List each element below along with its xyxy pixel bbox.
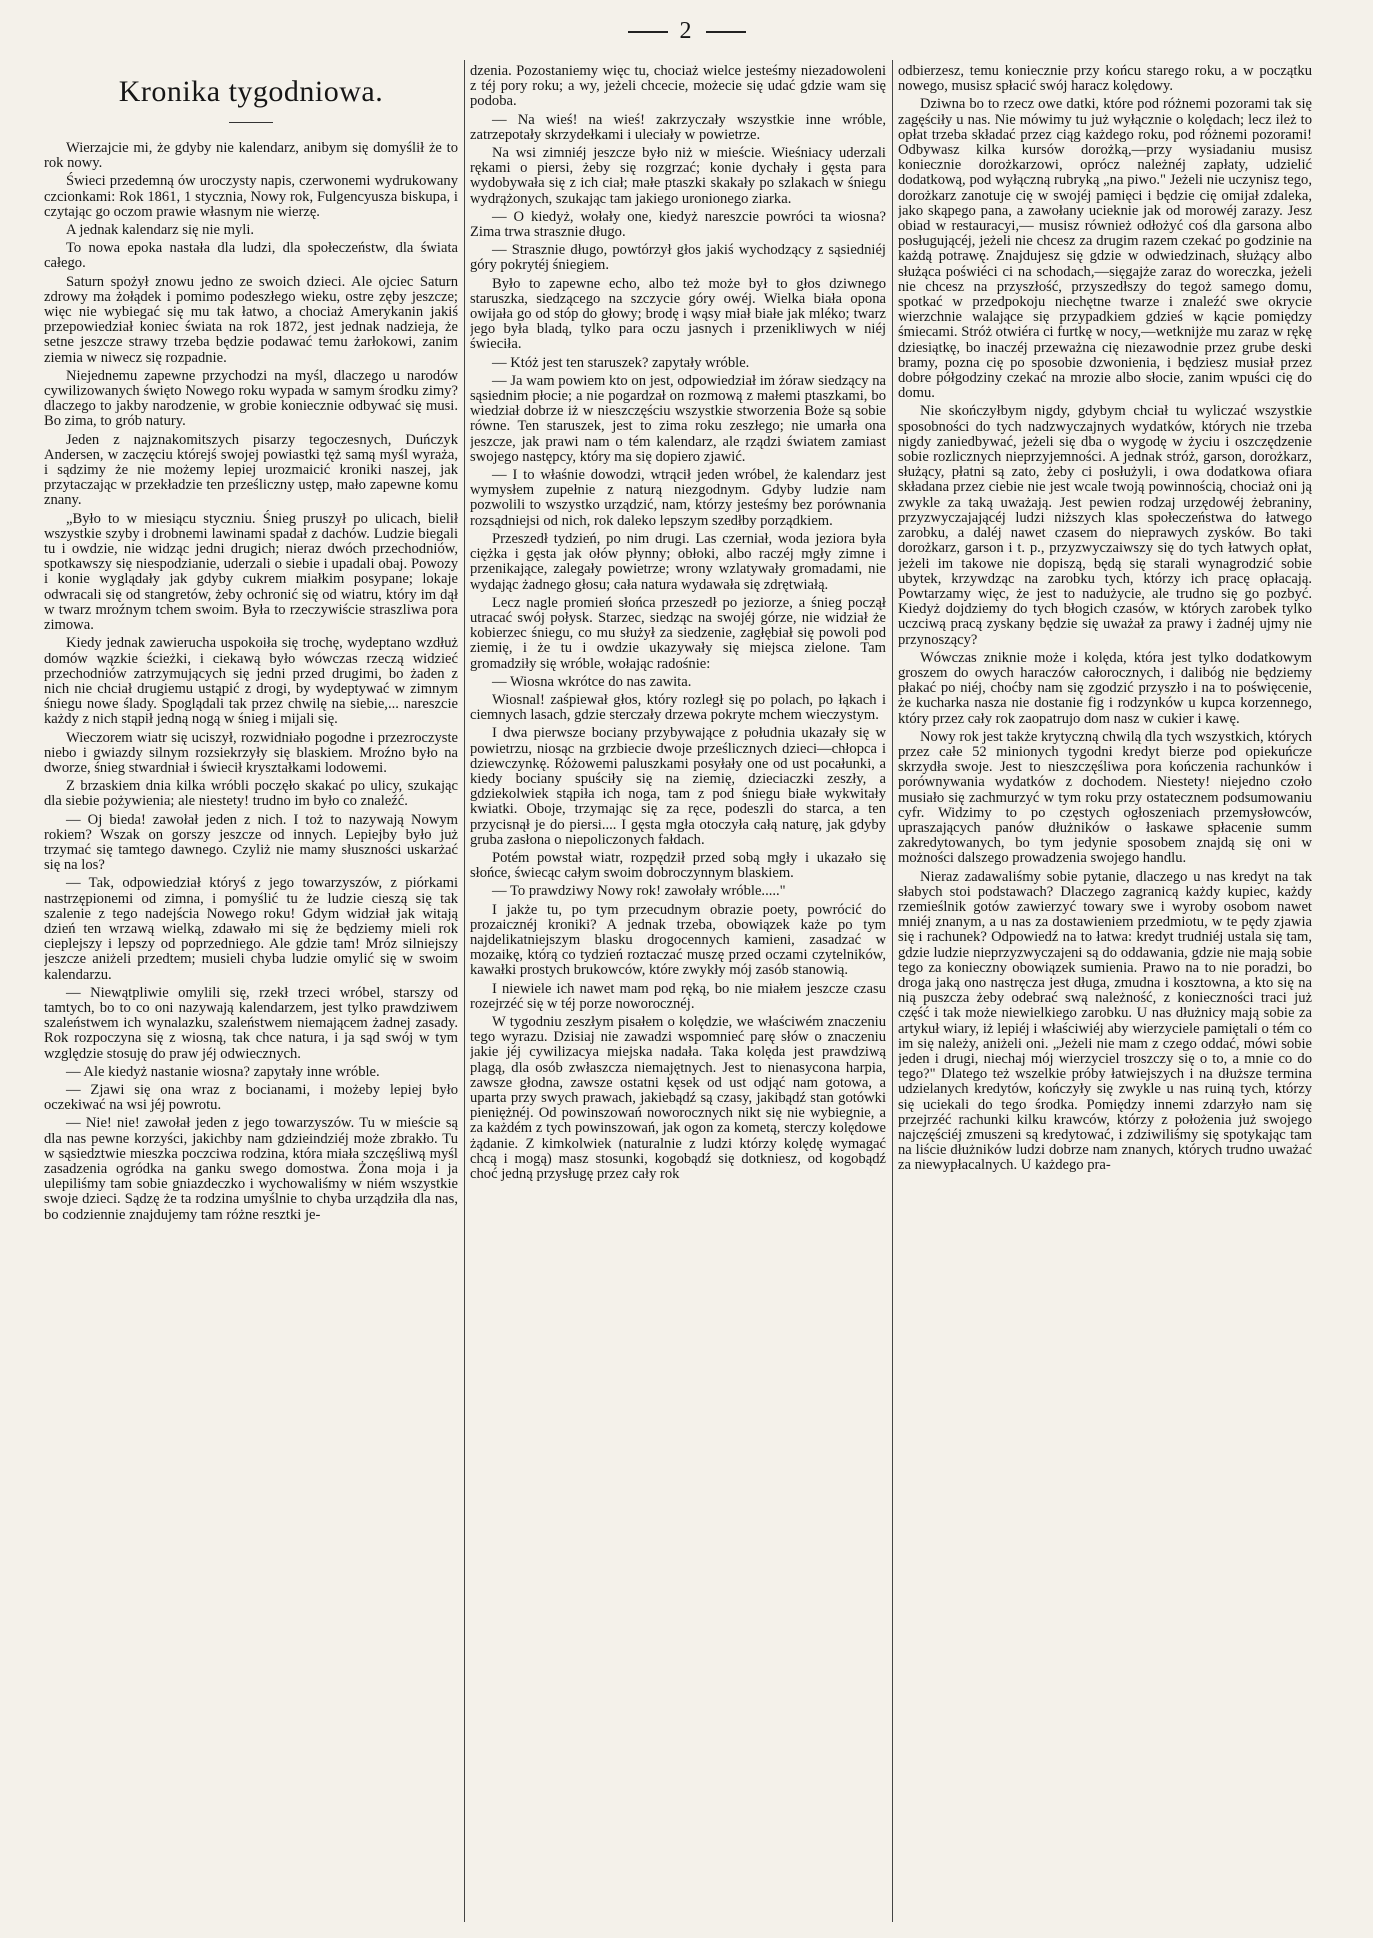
paragraph: — Któż jest ten staruszek? zapytały wróble. — [492, 354, 750, 371]
paragraph: Lecz nagle promień słońca przeszedł po jeziorze, a śnieg począł utracać swój połysk. Starzec, siedząc na swojéj górze, nie widział że kobierzec śniegu, co mu służył za siedzenie, zagłębiał się powoli pod ziemię, i że tu i owdzie ukazywały się miejsca zielone. Tam gromadziły się wróble, wołając radośnie: — [470, 594, 886, 672]
paragraph: Wówczas zniknie może i kolęda, która jest tylko dodatkowym groszem do owych haraczów całorocznych, i dalibóg nie będziemy płakać po niéj, choćby nam się zgodzić przyszło i na to poświęcenie, że kucharka nasza nie dostanie fig i rodzynków u kupca korzennego, który przez cały rok zaopatrujo dom nasz w cukier i kawę. — [898, 649, 1312, 727]
paragraph: — Oj bieda! zawołał jeden z nich. I toż to nazywają Nowym rokiem? Wszak on gorszy jeszcze od innych. Lepiejby było już trzymać się tamtego dawnego. Czyliż nie mamy słuszności uskarżać się na los? — [44, 811, 458, 874]
header-dash-right — [706, 31, 746, 33]
paragraph: — Niewątpliwie omylili się, rzekł trzeci wróbel, starszy od tamtych, bo to co oni nazywają kalendarzem, jest tylko prawdziwem szaleństwem ich wynalazku, szaleństwem niemającem żadnej zasady. Rok rozpoczyna się z wiosną, tak chce natura, i ja sąd swój w tym względzie stosuję do praw jéj odwiecznych. — [44, 984, 458, 1062]
paragraph: Na wsi zimniéj jeszcze było niż w mieście. Wieśniacy uderzali rękami o piersi, żeby się rozgrzać; konie dychały i gęsta para wydobywała się z ich ciał; małe ptaszki skakały po szlakach w śniegu wydrążonych, szukając tam jakiego uronionego ziarka. — [470, 145, 886, 207]
article-title: Kronika tygodniowa. — [118, 75, 384, 108]
paragraph: Wieczorem wiatr się uciszył, rozwidniało pogodne i przezroczyste niebo i gwiazdy silnym rozsiekrzyły się blaskiem. Mroźno było na dworze, śnieg stwardniał i świecił kryształkami lodowemi. — [44, 729, 458, 776]
paragraph: W tygodniu zeszłym pisałem o kolędzie, we właściwém znaczeniu tego wyrazu. Dzisiaj nie zawadzi wspomnieć parę słów o znaczeniu jakie jéj cywilizacya miejska nadała. Taka kolęda jest prawdziwą plagą, dla osób zwłaszcza niemajętnych. Jest to nienasycona harpia, zawsze głodna, zawsze ostatni kęsek od ust odjąć nam gotowa, a uparta przy swych prawach, jakiebądź są czasy, jakibądź stan gotówki pieniężnéj. Od powinszowań noworocznych nikt się nie wybiegnie, a za każdém z tych powinszowań, jak ogon za kometą, sterczy kolędowe żądanie. Z kimkolwiek (naturalnie z ludzi którzy kolędę wymagać chcą i mogą) masz stosunki, kogobądź się dotkniesz, od kogobądź choć jedną przysługę przez cały rok — [470, 1013, 886, 1183]
paragraph: — Nie! nie! zawołał jeden z jego towarzyszów. Tu w mieście są dla nas pewne korzyści, jakichby nam gdzieindziéj może zbrakło. Tu w sąsiedztwie mieszka poczciwa rodzina, która miała szczęśliwą myśl zasadzenia ogródka na ganku swego domostwa. Żona moja i ja ulepiliśmy tam sobie gniazdeczko i wychowaliśmy w niém wszystkie swoje dzieci. Sądzę że ta rodzina umyślnie to chyba urządziła dla nas, bo codziennie znajdujemy tam różne resztki je- — [44, 1115, 458, 1223]
paragraph: Nie skończyłbym nigdy, gdybym chciał tu wyliczać wszystkie sposobności do tych nadzwyczajnych wydatków, których nie trzeba nigdy zaniedbywać, jeżeli się dba o wygodę w życiu i oszczędzenie sobie rozlicznych nieprzyjemności. A jednak stróż, garson, dorożkarz, służący, płatni są zato, żeby ci posłużyli, i owa dodatkowa ofiara składana przez ciebie nie jest wcale twoją powinnością, chociaż oni ją zwykle za taką uważają. Jest pewien rodzaj urzędowéj żebraniny, przyzwyczajającéj ludzi niższych klas społeczeństwa do łatwego zarobku, a daléj nawet czasem do nieprawych zysków. Bo taki dorożkarz, garson i t. p., przyzwyczaiwszy się do tych łatwych opłat, jeżeli im takowe nie dopiszą, będą się starali wynagrodzić sobie ubytek, krzywdząc na zarobku tych, którzy ich pracę opłacają. Powtarzamy więc, że jest to nadużycie, ale trudno się go pozbyć. Kiedyż dojdziemy do tych błogich czasów, w których zarobek tylko uczciwą pracą zyskany będzie się uważał za prawy i żadnéj ujmy nie przynoszący? — [898, 403, 1312, 648]
paragraph: A jednak kalendarz się nie myli. — [66, 222, 255, 239]
paragraph: Potém powstał wiatr, rozpędził przed sobą mgły i ukazało się słońce, świecąc całym swoim dobroczynnym blaskiem. — [470, 849, 886, 882]
paragraph: Jeden z najznakomitszych pisarzy tegoczesnych, Duńczyk Andersen, w zaczęciu którejś swojej powiastki tęż samą myśl wyraża, i sądzimy że nie możemy lepiej urozmaicić kroniki naszej, jak przytaczając w przekładzie ten prześliczny ustęp, mało zapewne komu znany. — [44, 431, 458, 509]
paragraph: Niejednemu zapewne przychodzi na myśl, dlaczego u narodów cywilizowanych święto Nowego roku wypada w samym środku zimy? dlaczego to jakby narodzenie, w grobie koniecznie odbywać się musi. Bo zima, to grób natury. — [44, 367, 458, 430]
paragraph: — To prawdziwy Nowy rok! zawołały wróble....." — [492, 883, 786, 900]
paragraph: Z brzaskiem dnia kilka wróbli poczęło skakać po ulicy, szukając dla siebie pożywienia; ale niestety! trudno im było co znaleźć. — [44, 778, 458, 810]
header-dash-left — [628, 31, 668, 33]
column-rule-left — [464, 60, 465, 1922]
paragraph: — Zjawi się ona wraz z bocianami, i możeby lepiej było oczekiwać na wsi jéj powrotu. — [44, 1081, 458, 1114]
paragraph: Było to zapewne echo, albo też może był to głos dziwnego staruszka, siedzącego na szczycie góry owéj. Wielka biała opona owijała go od stóp do głowy; brodę i wąsy miał białe jak mléko; twarz jego była bladą, tylko para oczu jasnych i przenikliwych w niéj świeciła. — [470, 275, 886, 353]
paragraph: Wierzajcie mi, że gdyby nie kalendarz, anibym się domyślił że to rok nowy. — [44, 140, 458, 172]
column-2-body — [470, 64, 886, 1182]
page-number-header — [0, 18, 1373, 45]
paragraph: — Wiosna wkrótce do nas zawita. — [492, 673, 692, 690]
paragraph: „Było to w miesiącu styczniu. Śnieg pruszył po ulicach, bielił wszystkie szyby i drobnemi lawinami spadał z dachów. Ludzie biegali tu i owdzie, nie widząc jedni drugich; nieraz dwóch przechodniów, spotkawszy się niespodzianie, uderzali o siebie i upadali obaj. Powozy i konie wyglądały jak gdyby cukrem miałkim posypane; lokaje odwracali się od stangretów, żeby ochronić się od wiatru, który im dął w twarz mroźnym tchem swoim. Była to rzeczywiście straszliwa pora zimowa. — [44, 510, 458, 634]
paragraph: Nowy rok jest także krytyczną chwilą dla tych wszystkich, których przez całe 52 minionych tygodni kredyt bierze pod opiekuńcze skrzydła swoje. Jest to nieszczęśliwa pora kończenia rachunków i porównywania wydatków z dochodem. Niestety! niejedno czoło musiało się zachmurzyć w tym roku przy ostatecznem podsumowaniu cyfr. Widzimy to po częstych ogłoszeniach przemysłowców, upraszających panów dłużników o łaskawe spłacenie summ zakredytowanych, bo tym jedynie sposobem znajdą się oni w możności dalszego prowadzenia swojego handlu. — [898, 728, 1312, 867]
text-column-1 — [44, 64, 458, 1924]
paragraph: To nowa epoka nastała dla ludzi, dla społeczeństw, dla świata całego. — [44, 240, 458, 272]
paragraph: — Na wieś! na wieś! zakrzyczały wszystkie inne wróble, zatrzepotały skrzydełkami i uleciały w powietrze. — [470, 111, 886, 143]
column-3-body — [898, 64, 1312, 1174]
paragraph: — Ale kiedyż nastanie wiosna? zapytały inne wróble. — [66, 1063, 380, 1080]
paragraph: — O kiedyż, wołały one, kiedyż nareszcie powróci ta wiosna? Zima trwa strasznie długo. — [470, 208, 886, 241]
paragraph: Saturn spożył znowu jedno ze swoich dzieci. Ale ojciec Saturn zdrowy ma żołądek i pomimo podeszłego wieku, ostre zęby jeszcze; więc nie wybiegać się mu tak łatwo, a chociaż Amerykanin jakiś przepowiedział koniec świata na rok 1872, jest jednak nadzieja, że setne jeszcze strawy trzeba będzie podawać temu żarłokowi, zanim ziemia w niwecz się rozpadnie. — [44, 273, 458, 366]
paragraph: — Ja wam powiem kto on jest, odpowiedział im żóraw siedzący na sąsiednim płocie; a nie pogardzał on rozmową z małemi ptaszkami, bo wiedział dobrze iż w nieszczęściu wszystkie stworzenia Boże są sobie równe. Ten staruszek, jest to zima roku zeszłego; nie umarła ona jeszcze, jak prawi nam o tém kalendarz, ale rządzi światem zamiast swojego następcy, który ma się dopiero zjawić. — [470, 372, 886, 465]
paragraph: Kiedy jednak zawierucha uspokoiła się trochę, wydeptano wzdłuż domów wązkie ścieżki, i ciekawą było wówczas rzeczą widzieć przechodniów zatrzymujących się jedni przed drugimi, bo żaden z nich nie chciał drugiemu ustąpić z drogi, by wydeptywać w zimnym śniegu nowe ślady. Spoglądali tak przez chwilę na siebie,... nareszcie każdy z nich stąpił jedną nogą w śnieg i mijali się. — [44, 635, 458, 728]
column-rule-right — [892, 60, 893, 1922]
title-rule — [229, 122, 273, 123]
text-column-3 — [898, 64, 1312, 1924]
paragraph: I dwa pierwsze bociany przybywające z południa ukazały się w powietrzu, niosąc na grzbiecie dwoje prześlicznych dzieci—chłopca i dziewczynkę. Różowemi paluszkami posyłały one od ust pocałunki, a kiedy bociany spuściły się na ziemię, dzieciaczki zeszły, a gdziekolwiek stąpiła ich noga, tam z pod śniegu białe wykwitały kwiatki. Oboje, trzymając się za ręce, podeszli do starca, a ten przycisnął je do piersi.... I gęsta mgła otoczyła całą naturę, jak gdyby gruba zasłona o niepoliczonych fałdach. — [470, 725, 886, 848]
paragraph: — I to właśnie dowodzi, wtrącił jeden wróbel, że kalendarz jest wymysłem zupełnie z naturą niezgodnym. Gdyby ludzie nam pozwolili to wszystko urządzić, nam, którzy jesteśmy bez porównania rozsądniejsi od nich, rok daleko lepszym szedłby porządkiem. — [470, 467, 886, 529]
paragraph: — Tak, odpowiedział któryś z jego towarzyszów, z piórkami nastrzępionemi od zimna, i pomyślić tu że ludzie cieszą się tak szalenie z tego nadejścia Nowego roku! Gdym widział jak witają dzień ten wrzawą wielką, zdawało mi się że będziemy mieli rok cieplejszy i lepszy od poprzedniego. Ale gdzie tam! Mróz silniejszy jeszcze aniżeli przedtem; musieli chyba ludzie omylić się w swoim kalendarzu. — [44, 875, 458, 983]
paragraph: odbierzesz, temu koniecznie przy końcu starego roku, a w początku nowego, musisz spłacić swój haracz kolędowy. — [898, 64, 1312, 95]
paragraph: I niewiele ich nawet mam pod ręką, bo nie miałem jeszcze czasu rozejrzéć się w téj porze noworocznéj. — [470, 980, 886, 1012]
column-1-body — [44, 141, 458, 1223]
paragraph: Nieraz zadawaliśmy sobie pytanie, dlaczego u nas kredyt na tak słabych stoi podstawach? Dlaczego zagranicą każdy kupiec, każdy rzemieślnik gotów zawierzyć towary swe i wyroby osobom nawet mniéj znanym, a u nas za dostawieniem przedmiotu, w te pędy zjawia się i rachunek? Odpowiedź na to łatwa: kredyt trudniéj ustala się tam, gdzie ludzie nieprzyzwyczajeni są do oddawania, gdzie nie mają sobie tego za konieczny obowiązek sumienia. Prawo na to nie poradzi, bo droga jaką ono nastręcza jest długa, zmudna i kosztowna, a kto się na nią puszcza żeby odebrać swą należność, z konieczności traci już część i tak może niewielkiego zarobku. U nas dłużnicy mają sobie za artykuł wiary, iż lepiéj i właściwiéj aby wierzyciele pamiętali o tém co im się należy, aniżeli oni. „Jeżeli nie mam z czego oddać, mówi sobie jeden i drugi, niechaj mój wierzyciel troszczy się o to, a mnie co do tego?" Dlatego też wszelkie próby łatwiejszych i na dłuższe termina udzielanych kredytów, kończyły się zwykle u nas ruiną tych, którzy się uciekali do tego środka. Pomiędzy innemi zdarzyło nam się przejrzéć rachunki kilku krawców, którzy z położenia już swojego najczęściéj zmuszeni są kredytować, i zdziwiliśmy się spotykając tam na liście dłużników ludzi dobrze nam znanych, których trudno uważać za niewypłacalnych. U każdego pra- — [898, 868, 1312, 1174]
page-number: 2 — [679, 18, 694, 44]
paragraph: Dziwna bo to rzecz owe datki, które pod różnemi pozorami tak się zagęściły u nas. Nie mówimy tu już wyłącznie o kolędach; lecz ileż to opłat trzeba składać przez ciąg każdego roku, pod różnemi pozorami! Odbywasz kilka kursów dorożką,—przy wysiadaniu musisz koniecznie dorożkarzowi, oprócz należnéj zapłaty, udzielić dodatkową, pod wyłączną rubryką „na piwo." Jeżeli nie uczynisz tego, dorożkarz zanotuje cię w swojéj pamięci i będzie cię omijał zdaleka, jako skąpego pana, a zawołany ucieknie jak od morowéj zarazy. Jesz obiad w restauracyi,— musisz również odłożyć coś dla garsona albo posługującéj, jeżeli nie chcesz za drugim razem czekać po godzinie na każdą potrawę. Znajdujesz się gdzie w odwiedzinach, służący albo służąca poświéci ci na schodach,—sięgajże zaraz do woreczka, jeżeli nie chcesz na przyszłość, przyszedłszy do tegoż samego domu, spotkać w przedpokoju niechętne twarze i znaleźć swe okrycie wierzchnie walające się przypadkiem gdzieś w kącie pomiędzy śmiecami. Stróż otwiéra ci furtkę w nocy,—wetknijże mu zaraz w rękę dziesiątkę, bo inaczéj przeważna cię niezawodnie przez grube deski bramy, pozna cię po sposobie dzwonienia, i będziesz musiał przez dobre półgodziny czekać na mrozie albo słocie, zanim wpuści cię do domu. — [898, 96, 1312, 402]
text-column-2 — [470, 64, 886, 1924]
paragraph: — Strasznie długo, powtórzył głos jakiś wychodzący z sąsiedniéj góry pokrytéj śniegiem. — [470, 242, 886, 274]
paragraph: I jakże tu, po tym przecudnym obrazie poety, powrócić do prozaicznéj kroniki? A jednak trzeba, obowiązek każe po tym najdelikatniejszym blasku drogocennych kamieni, zasadzać w mozaikę, którą co tydzień roztaczać muszę przed oczami czytelników, kawałki prostych brukowców, które zwykły mój zasób stanowią. — [470, 901, 886, 979]
paragraph: Świeci przedemną ów uroczysty napis, czerwonemi wydrukowany czcionkami: Rok 1861, 1 stycznia, Nowy rok, Fulgencyusza biskupa, i czytając go oczom prawie własnym nie wierzę. — [44, 173, 458, 220]
paragraph: Wiosnal! zaśpiewał głos, który rozległ się po polach, po łąkach i ciemnych lasach, gdzie sterczały drzewa pokryte mchem wieczystym. — [470, 691, 886, 724]
paragraph: Przeszedł tydzień, po nim drugi. Las czerniał, woda jeziora była ciężka i gęsta jak ołów płynny; obłoki, albo raczéj mgły zimne i przenikające, zalegały powietrze; wrony wzlatywały gromadami, nie wydając żadnego głosu; cała natura wydawała się zdrętwiałą. — [470, 530, 886, 593]
paragraph: dzenia. Pozostaniemy więc tu, chociaż wielce jesteśmy niezadowoleni z téj pory roku; a wy, jeżeli chcecie, możecie się udać gdzie wam się podoba. — [470, 64, 886, 110]
